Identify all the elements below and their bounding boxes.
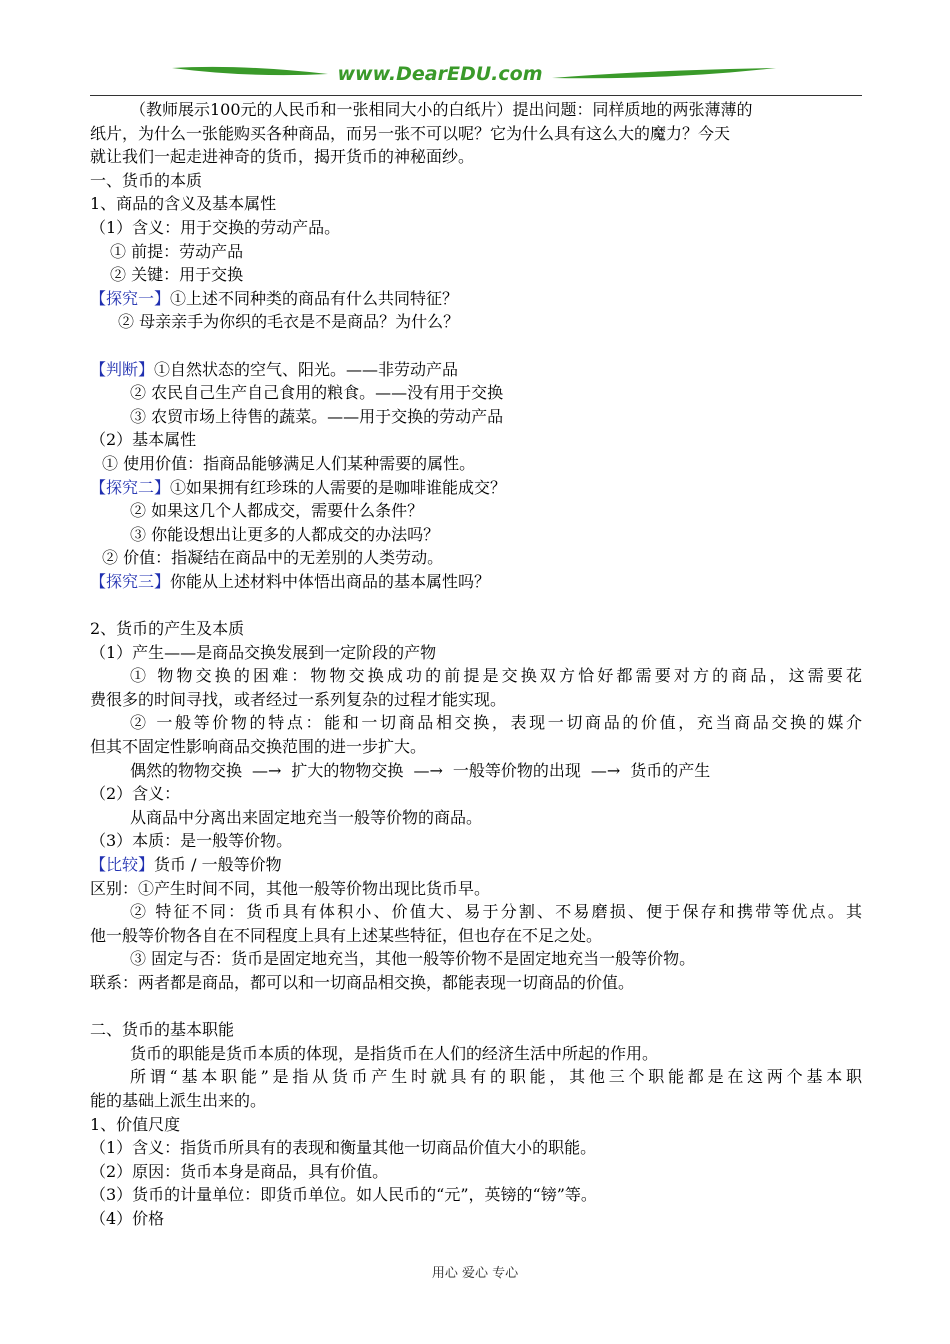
flow-step-2: 扩大的物物交换 — [291, 760, 404, 780]
measure-unit: （3）货币的计量单位：即货币单位。如人民币的“元”，英镑的“镑”等。 — [90, 1185, 597, 1205]
header-swoosh-left — [172, 67, 328, 75]
explore-2-tag: 【探究二】 — [90, 477, 171, 497]
blank-line — [90, 995, 862, 1019]
flow-step-4: 货币的产生 — [630, 760, 711, 780]
flow-arrow: —→ — [252, 760, 282, 780]
header-swoosh-right — [552, 68, 776, 78]
subsection-2-title: 2、货币的产生及本质 — [90, 619, 245, 639]
money-meaning-text: 从商品中分离出来固定地充当一般等价物的商品。 — [130, 807, 483, 827]
explore-1-tag: 【探究一】 — [90, 288, 171, 308]
section-2-title: 二、货币的基本职能 — [90, 1020, 235, 1040]
site-logo: www.DearEDU.com — [337, 63, 543, 85]
intro-line-3: 就让我们一起走进神奇的货币，揭开货币的神秘面纱。 — [90, 147, 475, 167]
flow-arrow: —→ — [413, 760, 443, 780]
explore-1-q1: 【探究一】①上述不同种类的商品有什么共同特征？ — [90, 288, 459, 308]
definition-premise: ① 前提：劳动产品 — [110, 241, 244, 261]
intro-line-2: 纸片，为什么一张能购买各种商品，而另一张不可以呢？它为什么具有这么大的魔力？今天 — [90, 123, 731, 143]
blank-line — [90, 334, 862, 358]
barter-difficulty-2: 费很多的时间寻找，或者经过一系列复杂的过程才能实现。 — [90, 689, 507, 709]
compare: 【比较】货币 / 一般等价物 — [90, 855, 282, 874]
difference-1: 区别：①产生时间不同，其他一般等价物出现比货币早。 — [90, 878, 491, 898]
explore-1-q2: ② 母亲亲手为你织的毛衣是不是商品？为什么？ — [118, 312, 460, 332]
use-value: ① 使用价值：指商品能够满足人们某种需要的属性。 — [102, 453, 476, 473]
measure-title: 1、价值尺度 — [90, 1114, 181, 1134]
explore-3-tag: 【探究三】 — [90, 571, 171, 591]
judge-tag: 【判断】 — [90, 359, 155, 379]
value-definition: ② 价值：指凝结在商品中的无差别的人类劳动。 — [102, 548, 444, 568]
connection: 联系：两者都是商品，都可以和一切商品相交换，都能表现一切商品的价值。 — [90, 972, 635, 992]
judge-1: 【判断】①自然状态的空气、阳光。——非劳动产品 — [90, 359, 459, 379]
flow-step-1: 偶然的物物交换 — [130, 760, 243, 780]
blank-line — [90, 593, 862, 617]
money-origin: （1）产生——是商品交换发展到一定阶段的产物 — [90, 642, 437, 662]
basic-functions-2: 能的基础上派生出来的。 — [90, 1090, 267, 1110]
explore-2-q2: ② 如果这几个人都成交，需要什么条件？ — [130, 501, 424, 521]
money-meaning: （2）含义： — [90, 784, 181, 804]
general-equivalent-1: ② 一般等价物的特点：能和一切商品相交换，表现一切商品的价值，充当商品交换的媒介 — [130, 713, 862, 733]
explore-2-q3: ③ 你能设想出让更多的人都成交的办法吗？ — [130, 524, 440, 544]
basic-attributes: （2）基本属性 — [90, 430, 197, 450]
basic-functions-1: 所谓“基本职能”是指从货币产生时就具有的职能，其他三个职能都是在这两个基本职 — [130, 1067, 862, 1087]
subsection-1-title: 1、商品的含义及基本属性 — [90, 194, 277, 214]
money-essence: （3）本质：是一般等价物。 — [90, 831, 293, 851]
header-banner — [90, 58, 862, 96]
evolution-flow — [90, 759, 862, 783]
functions-intro: 货币的职能是货币本质的体现，是指货币在人们的经济生活中所起的作用。 — [130, 1043, 659, 1063]
flow-step-3: 一般等价物的出现 — [452, 760, 581, 780]
measure-price: （4）价格 — [90, 1208, 165, 1228]
measure-meaning: （1）含义：指货币所具有的表现和衡量其他一切商品价值大小的职能。 — [90, 1138, 597, 1158]
difference-2a: ② 特征不同：货币具有体积小、价值大、易于分割、不易磨损、便于保存和携带等优点。其 — [130, 902, 862, 922]
judge-2: ② 农民自己生产自己食用的粮食。——没有用于交换 — [130, 383, 504, 403]
general-equivalent-2: 但其不固定性影响商品交换范围的进一步扩大。 — [90, 737, 427, 757]
judge-3: ③ 农贸市场上待售的蔬菜。——用于交换的劳动产品 — [130, 406, 504, 426]
header-rule — [90, 95, 862, 96]
document-body — [90, 98, 862, 1231]
difference-3: ③ 固定与否：货币是固定地充当，其他一般等价物不是固定地充当一般等价物。 — [130, 949, 696, 969]
flow-arrow: —→ — [590, 760, 621, 780]
page-header — [90, 58, 862, 96]
section-1-title: 一、货币的本质 — [90, 170, 203, 190]
commodity-definition: （1）含义：用于交换的劳动产品。 — [90, 217, 341, 237]
measure-reason: （2）原因：货币本身是商品，具有价值。 — [90, 1161, 389, 1181]
explore-3: 【探究三】你能从上述材料中体悟出商品的基本属性吗？ — [90, 571, 491, 591]
explore-2-q1: 【探究二】①如果拥有红珍珠的人需要的是咖啡谁能成交？ — [90, 477, 507, 497]
difference-2b: 他一般等价物各自在不同程度上具有上述某些特征，但也存在不足之处。 — [90, 925, 603, 945]
page-footer: 用心 爱心 专心 — [431, 1266, 519, 1281]
definition-key: ② 关键：用于交换 — [110, 265, 244, 285]
intro-line-1: （教师展示100元的人民币和一张相同大小的白纸片）提出问题：同样质地的两张薄薄的 — [130, 100, 753, 119]
compare-tag: 【比较】 — [90, 855, 155, 874]
barter-difficulty-1: ① 物物交换的困难：物物交换成功的前提是交换双方恰好都需要对方的商品，这需要花 — [130, 666, 862, 686]
